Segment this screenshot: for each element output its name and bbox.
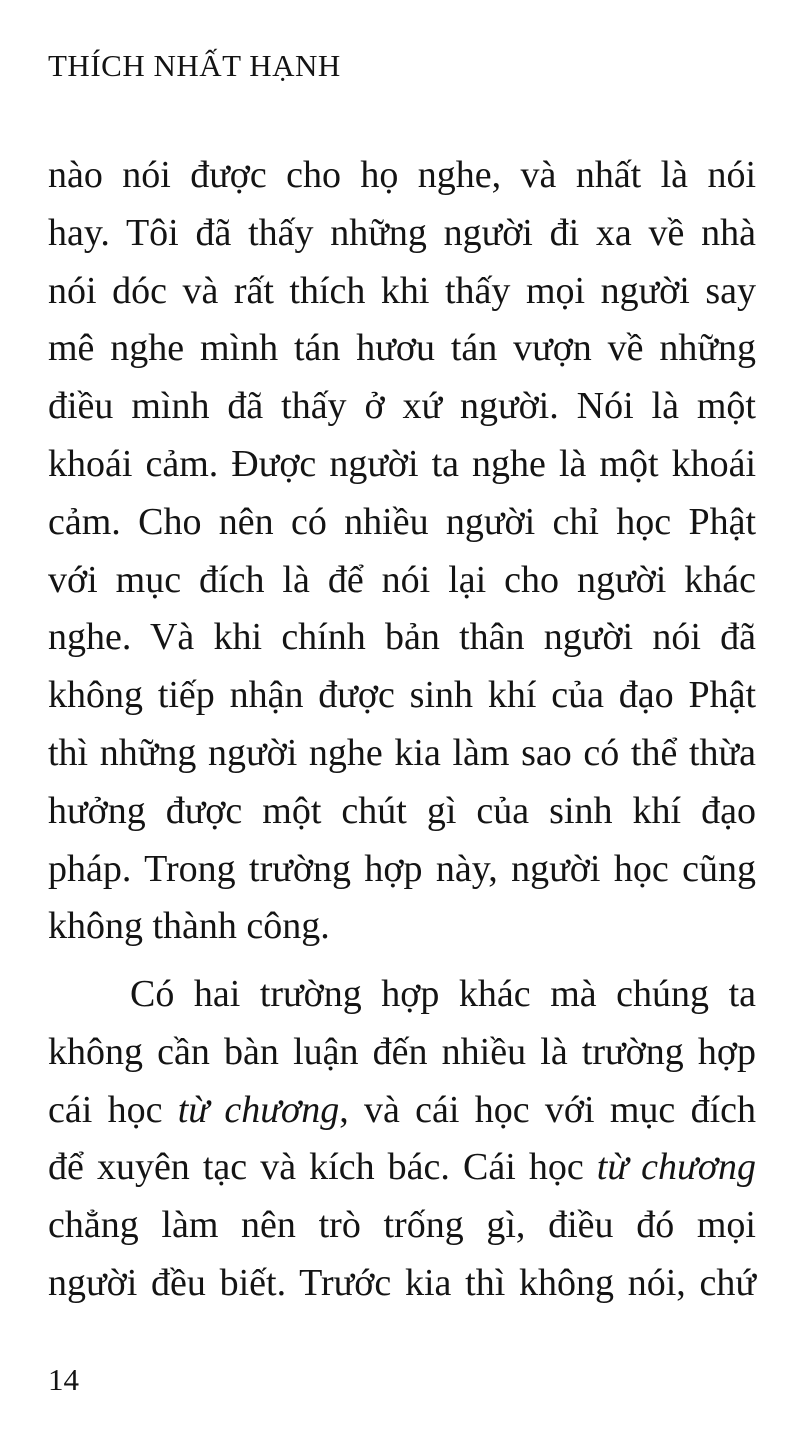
text-segment: , và cái học với mục đích bbox=[339, 1088, 756, 1131]
text-line: không thành công. bbox=[48, 905, 330, 948]
text-line: không tiếp nhận được sinh khí của đạo Phật bbox=[48, 674, 756, 717]
italic-term: từ chương bbox=[177, 1088, 340, 1131]
text-line: thì những người nghe kia làm sao có thể thừa bbox=[48, 731, 756, 774]
text-line: không cần bàn luận đến nhiều là trường hợp bbox=[48, 1030, 756, 1073]
text-line bbox=[48, 1082, 756, 1140]
text-line bbox=[48, 1139, 756, 1197]
page-number: 14 bbox=[48, 1362, 79, 1397]
text-line: người đều biết. Trước kia thì không nói, chứ bbox=[48, 1261, 756, 1304]
text-line: điều mình đã thấy ở xứ người. Nói là một bbox=[48, 385, 756, 428]
text-line: nào nói được cho họ nghe, và nhất là nói bbox=[48, 154, 756, 196]
text-line: hay. Tôi đã thấy những người đi xa về nhà bbox=[48, 211, 756, 254]
paragraph-2 bbox=[48, 966, 756, 1313]
text-segment: để xuyên tạc và kích bác. Cái học bbox=[48, 1146, 597, 1189]
text-line: pháp. Trong trường hợp này, người học cũng bbox=[48, 847, 756, 890]
text-line: nghe. Và khi chính bản thân người nói đã bbox=[48, 616, 756, 659]
text-line: Có hai trường hợp khác mà chúng ta bbox=[130, 973, 756, 1015]
text-line: khoái cảm. Được người ta nghe là một khoái bbox=[48, 442, 756, 485]
text-line: chẳng làm nên trò trống gì, điều đó mọi bbox=[48, 1204, 756, 1247]
text-segment: cái học bbox=[48, 1088, 178, 1131]
italic-term: từ chương bbox=[596, 1146, 756, 1189]
running-header-author: THÍCH NHẤT HẠNH bbox=[48, 48, 341, 83]
text-line: với mục đích là để nói lại cho người khác bbox=[48, 558, 756, 601]
text-line: hưởng được một chút gì của sinh khí đạo bbox=[48, 789, 756, 832]
text-line: mê nghe mình tán hươu tán vượn về những bbox=[48, 327, 756, 370]
paragraph-1 bbox=[48, 147, 756, 956]
text-line: cảm. Cho nên có nhiều người chỉ học Phật bbox=[48, 500, 756, 543]
text-line: nói dóc và rất thích khi thấy mọi người say bbox=[48, 269, 756, 312]
